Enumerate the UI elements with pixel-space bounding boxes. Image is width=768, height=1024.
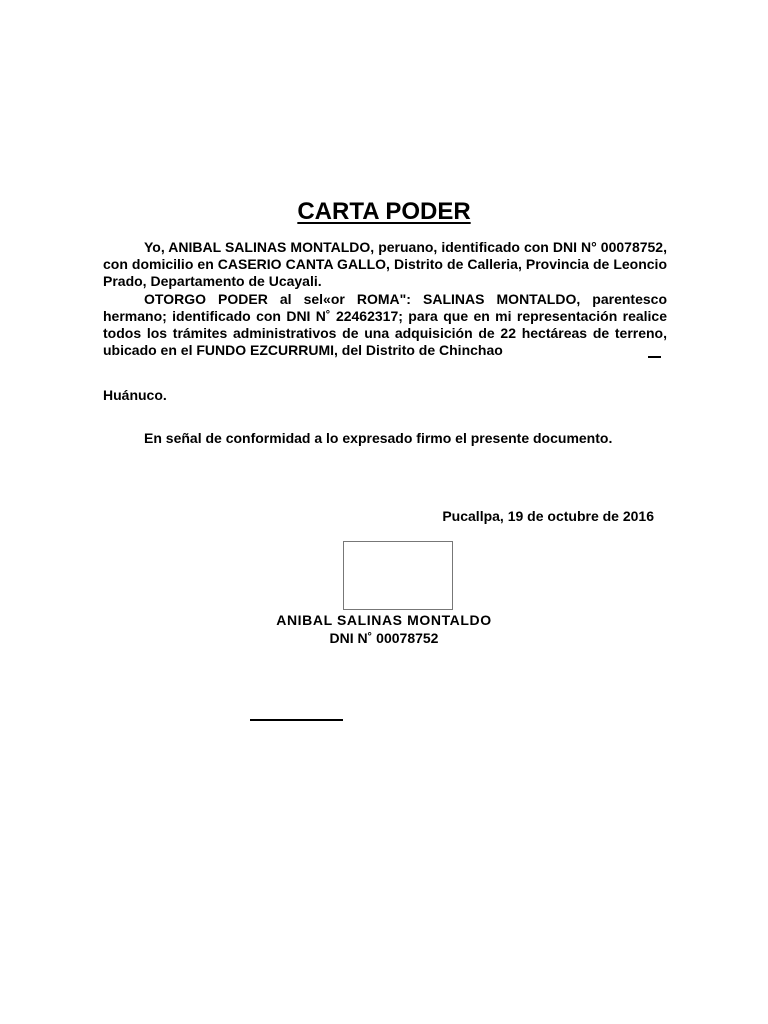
signature-box: [343, 541, 453, 610]
signer-name: ANIBAL SALINAS MONTALDO: [276, 612, 492, 628]
document-title: CARTA PODER: [297, 198, 471, 225]
paragraph-power-grant: OTORGO PODER al sel«or ROMA": SALINAS MONTALDO, parentesco hermano; identificado con DNI N˚ 22462317; para que en mi representación realice todos los trámites administrativos de una adquisición de 22 hectáreas de terreno, ubicado en el FUNDO EZCURRUMI, del Distrito de Chinchao: [103, 291, 667, 358]
dash-mark: [648, 356, 661, 358]
paragraph-continuation: Huánuco.: [103, 387, 167, 403]
paragraph-identification: Yo, ANIBAL SALINAS MONTALDO, peruano, identificado con DNI N° 00078752, con domicilio en CASERIO CANTA GALLO, Distrito de Calleria, Provincia de Leoncio Prado, Departamento de Ucayali.: [103, 239, 667, 289]
signer-dni: DNI N˚ 00078752: [329, 630, 439, 646]
signature-line: [250, 719, 343, 721]
closing-statement: En señal de conformidad a lo expresado firmo el presente documento.: [144, 430, 613, 446]
place-date: Pucallpa, 19 de octubre de 2016: [442, 508, 654, 524]
